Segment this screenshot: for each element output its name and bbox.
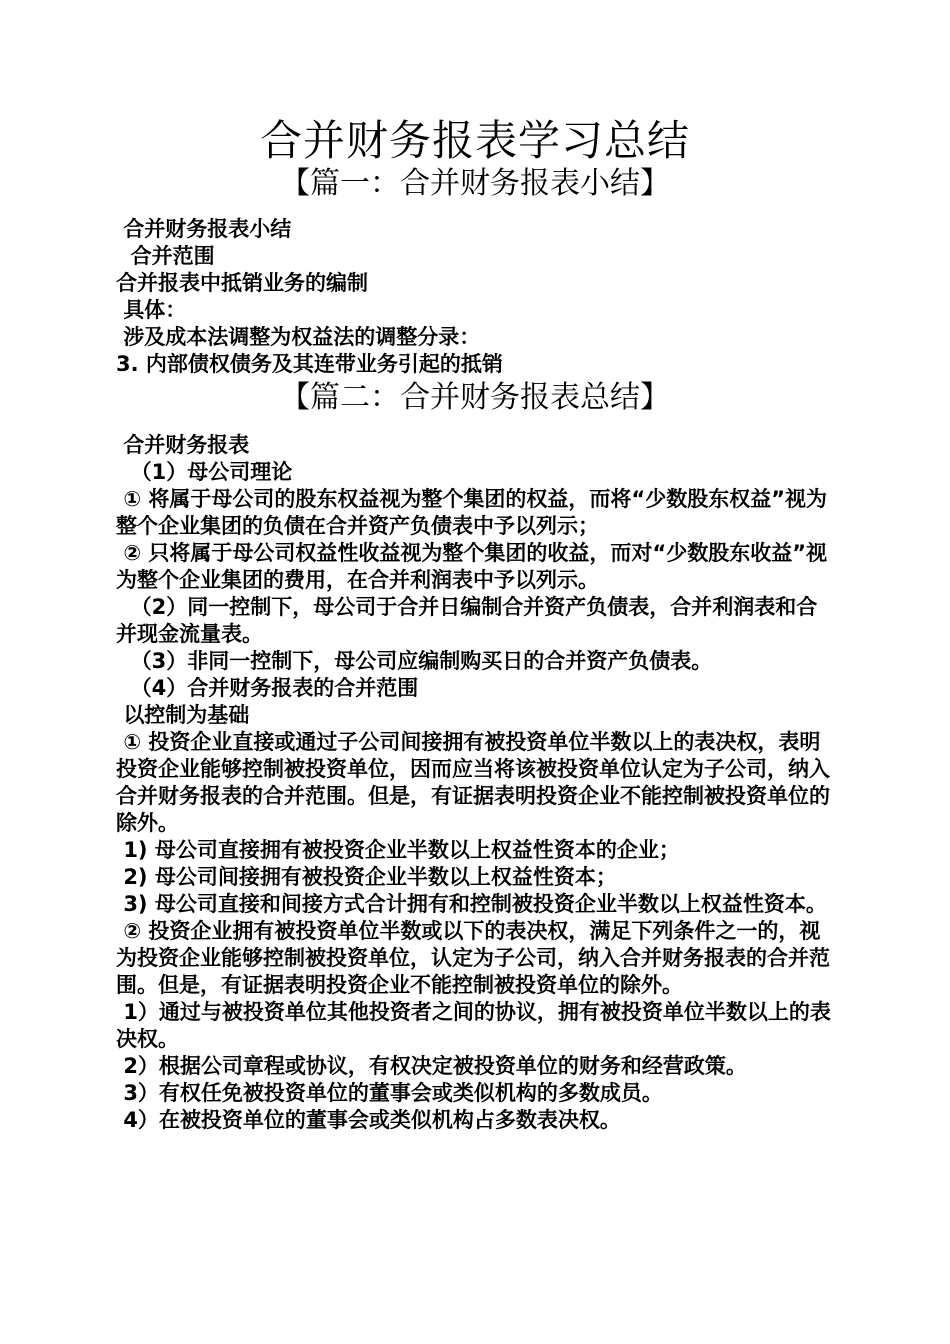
section-2-line: ② 投资企业拥有被投资单位半数或以下的表决权，满足下列条件之一的，视为投资企业能够控制被投资单位，认定为子公司，纳入合并财务报表的合并范围。但是，有证据表明投资企业不能控制被投资单位的除外。	[116, 919, 830, 997]
section-2-line: 1) 母公司直接拥有被投资企业半数以上权益性资本的企业；	[116, 838, 680, 862]
section-2-line: 4）在被投资单位的董事会或类似机构占多数表决权。	[116, 1108, 621, 1132]
section-2-line: （1）母公司理论	[116, 460, 293, 484]
section-2-line: 以控制为基础	[116, 703, 250, 727]
section-2-heading: 【篇二：合并财务报表总结】	[280, 380, 670, 415]
section-2-line: ② 只将属于母公司权益性收益视为整个集团的收益，而对“少数股东收益”视为整个企业集团的费用，在合并利润表中予以列示。	[116, 541, 828, 592]
section-2-line: （3）非同一控制下，母公司应编制购买日的合并资产负债表。	[116, 649, 713, 673]
section-2-body	[116, 432, 836, 1134]
section-2-line: 3) 母公司直接和间接方式合计拥有和控制被投资企业半数以上权益性资本。	[116, 892, 827, 916]
section-1-line: 3. 内部债权债务及其连带业务引起的抵销	[116, 352, 503, 376]
section-2-line: 1）通过与被投资单位其他投资者之间的协议，拥有被投资单位半数以上的表决权。	[116, 1000, 831, 1051]
section-1-body	[116, 216, 836, 378]
section-2-line: （4）合并财务报表的合并范围	[116, 676, 419, 700]
section-1-heading: 【篇一：合并财务报表小结】	[280, 166, 670, 201]
section-2-line: （2）同一控制下，母公司于合并日编制合并资产负债表，合并利润表和合并现金流量表。	[116, 595, 818, 646]
section-2-line: 合并财务报表	[116, 433, 250, 457]
section-2-line: ① 将属于母公司的股东权益视为整个集团的权益，而将“少数股东权益”视为整个企业集团的负债在合并资产负债表中予以列示；	[116, 487, 828, 538]
section-2-line: 3）有权任免被投资单位的董事会或类似机构的多数成员。	[116, 1081, 663, 1105]
section-1-line: 涉及成本法调整为权益法的调整分录：	[116, 325, 481, 349]
section-2-line: 2) 母公司间接拥有被投资企业半数以上权益性资本；	[116, 865, 617, 889]
section-1-line: 合并报表中抵销业务的编制	[116, 271, 368, 295]
section-2-line: 2）根据公司章程或协议，有权决定被投资单位的财务和经营政策。	[116, 1054, 747, 1078]
section-2-line: ① 投资企业直接或通过子公司间接拥有被投资单位半数以上的表决权，表明投资企业能够控制被投资单位，因而应当将该被投资单位认定为子公司，纳入合并财务报表的合并范围。但是，有证据表明投资企业不能控制被投资单位的除外。	[116, 730, 830, 835]
document-title: 合并财务报表学习总结	[259, 116, 690, 165]
section-1-line: 具体：	[116, 298, 187, 322]
section-1-line: 合并范围	[116, 244, 215, 268]
section-1-line: 合并财务报表小结	[116, 217, 292, 241]
